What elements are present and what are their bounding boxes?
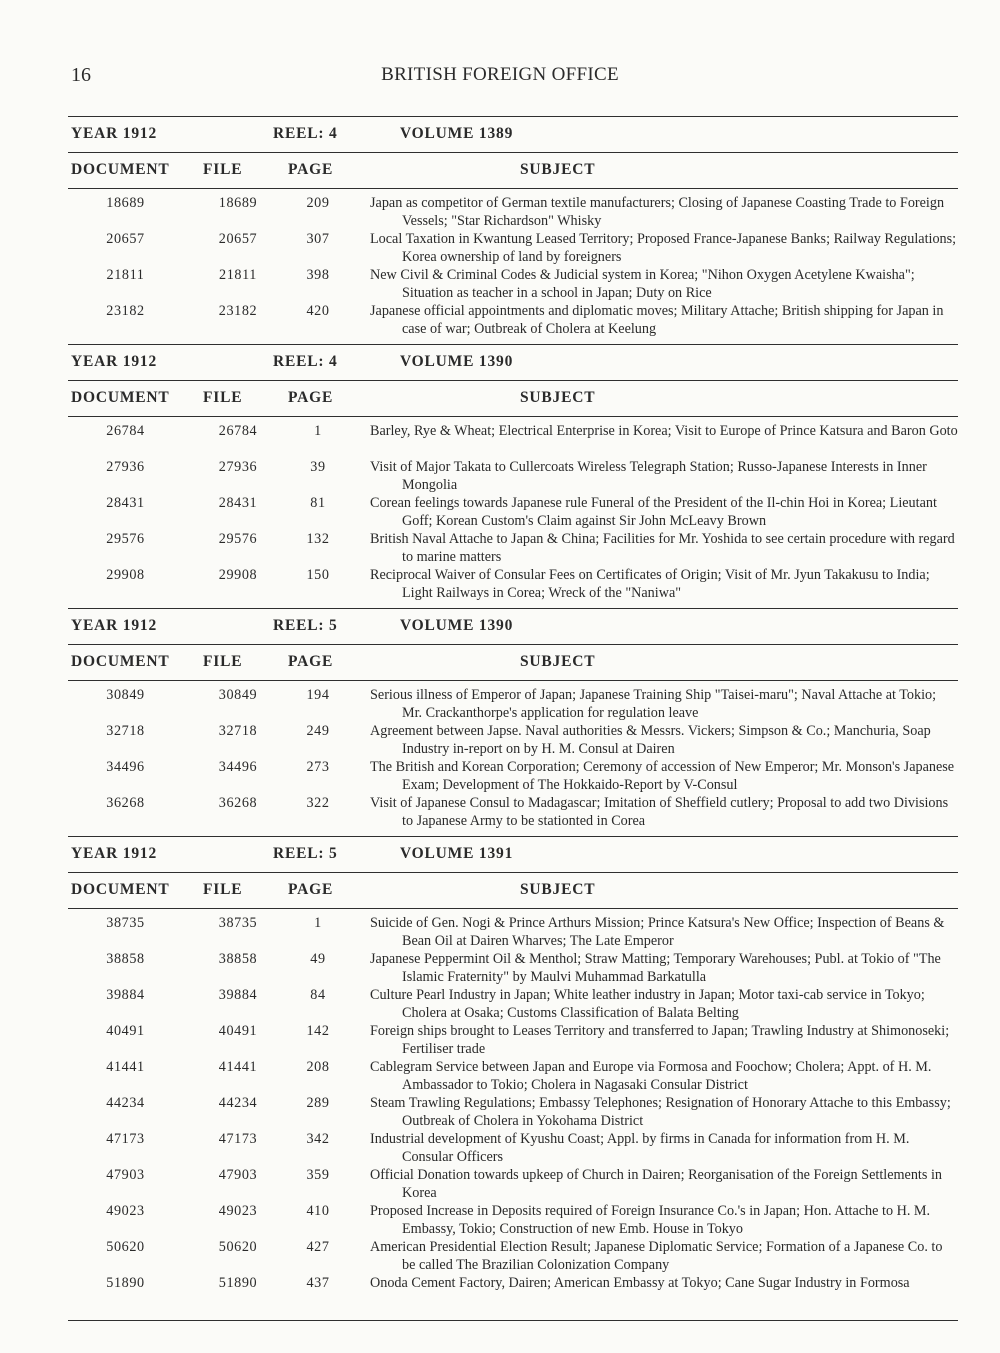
section-year: YEAR 1912: [71, 845, 157, 862]
table-row: [68, 1094, 958, 1130]
table-row: [68, 566, 958, 602]
document-number: 20657: [106, 231, 145, 247]
entry-list: [68, 189, 958, 344]
column-header-page: PAGE: [288, 389, 334, 406]
document-number: 34496: [106, 759, 145, 775]
document-number: 26784: [106, 423, 145, 439]
document-number: 38735: [106, 915, 145, 931]
document-number: 30849: [106, 687, 145, 703]
reel-section: [68, 836, 958, 1316]
table-row: [68, 1238, 958, 1274]
column-header-subject: SUBJECT: [520, 389, 596, 406]
file-number: 28431: [218, 495, 258, 511]
file-number: 18689: [218, 195, 258, 211]
table-row: [68, 722, 958, 758]
file-number: 36268: [218, 795, 258, 811]
page-number-cell: 410: [306, 1203, 330, 1219]
document-number: 44234: [106, 1095, 145, 1111]
subject-text: Cablegram Service between Japan and Europe via Formosa and Foochow; Cholera; Appt. of H. M. Ambassador to Tokio; Cholera in Nagasaki Consular District: [370, 1059, 932, 1093]
page-number-cell: 249: [306, 723, 330, 739]
page-number-cell: 322: [306, 795, 330, 811]
page-title: BRITISH FOREIGN OFFICE: [381, 64, 619, 85]
document-number: 41441: [106, 1059, 145, 1075]
file-number: 51890: [218, 1275, 258, 1291]
page-number-cell: 208: [306, 1059, 330, 1075]
document-number: 49023: [106, 1203, 145, 1219]
table-row: [68, 302, 958, 338]
table-row: [68, 1058, 958, 1094]
section-volume: VOLUME 1390: [400, 617, 514, 634]
document-number: 47903: [106, 1167, 145, 1183]
reel-section: [68, 344, 958, 608]
column-header-row: [68, 381, 958, 416]
section-heading: [68, 837, 958, 872]
document-number: 50620: [106, 1239, 145, 1255]
document-number: 40491: [106, 1023, 145, 1039]
column-header-subject: SUBJECT: [520, 161, 596, 178]
section-heading: [68, 609, 958, 644]
file-number: 29908: [218, 567, 258, 583]
document-number: 21811: [106, 267, 145, 283]
document-number: 29908: [106, 567, 145, 583]
section-year: YEAR 1912: [71, 617, 157, 634]
document-number: 27936: [106, 459, 145, 475]
file-number: 44234: [218, 1095, 258, 1111]
subject-text: Visit of Major Takata to Cullercoats Wireless Telegraph Station; Russo-Japanese Interests in Inner Mongolia: [370, 459, 927, 493]
document-number: 36268: [106, 795, 145, 811]
section-year: YEAR 1912: [71, 125, 157, 142]
file-number: 38858: [218, 951, 258, 967]
page-number-cell: 398: [306, 267, 330, 283]
file-number: 50620: [218, 1239, 258, 1255]
page-number-cell: 209: [306, 195, 330, 211]
document-number: 47173: [106, 1131, 145, 1147]
table-row: [68, 230, 958, 266]
column-header-file: FILE: [203, 389, 243, 406]
page-number-cell: 194: [306, 687, 330, 703]
section-volume: VOLUME 1389: [400, 125, 514, 142]
file-number: 30849: [218, 687, 258, 703]
table-row: [68, 530, 958, 566]
file-number: 34496: [218, 759, 258, 775]
file-number: 40491: [218, 1023, 258, 1039]
page-number-cell: 342: [306, 1131, 330, 1147]
page-number-cell: 289: [306, 1095, 330, 1111]
document-number: 18689: [106, 195, 145, 211]
column-header-row: [68, 645, 958, 680]
subject-text: Visit of Japanese Consul to Madagascar; Imitation of Sheffield cutlery; Proposal to add two Divisions to Japanese Army to be stationted in Corea: [370, 795, 949, 829]
column-header-subject: SUBJECT: [520, 881, 596, 898]
file-number: 32718: [218, 723, 258, 739]
entry-list: [68, 417, 958, 608]
column-header-file: FILE: [203, 653, 243, 670]
table-row: [68, 194, 958, 230]
file-number: 21811: [219, 267, 257, 283]
page-number-cell: 49: [310, 951, 326, 967]
table-row: [68, 758, 958, 794]
entry-list: [68, 681, 958, 836]
table-row: [68, 1130, 958, 1166]
page-number-cell: 427: [306, 1239, 330, 1255]
section-reel: REEL: 4: [273, 353, 338, 370]
file-number: 26784: [218, 423, 258, 439]
page-number-cell: 132: [306, 531, 330, 547]
column-header-subject: SUBJECT: [520, 653, 596, 670]
file-number: 49023: [218, 1203, 258, 1219]
column-header-row: [68, 873, 958, 908]
file-number: 20657: [218, 231, 258, 247]
file-number: 47903: [218, 1167, 258, 1183]
column-header-document: DOCUMENT: [71, 161, 170, 178]
table-row: [68, 494, 958, 530]
file-number: 29576: [218, 531, 258, 547]
section-reel: REEL: 5: [273, 617, 338, 634]
column-header-page: PAGE: [288, 881, 334, 898]
column-header-document: DOCUMENT: [71, 389, 170, 406]
table-row: [68, 794, 958, 830]
subject-text: Suicide of Gen. Nogi & Prince Arthurs Mission; Prince Katsura's New Office; Inspection of Beans & Bean Oil at Dairen Wharves; The Late Emperor: [370, 915, 945, 949]
subject-text: Japanese Peppermint Oil & Menthol; Straw Matting; Temporary Warehouses; Publ. at Tokio of "The Islamic Fraternity" by Maulvi Muhammad Barkatulla: [370, 951, 941, 985]
document-number: 38858: [106, 951, 145, 967]
section-volume: VOLUME 1391: [400, 845, 514, 862]
page-number-cell: 81: [310, 495, 326, 511]
index-table: [68, 116, 958, 1321]
page-number-cell: 39: [310, 459, 326, 475]
page-number-cell: 420: [306, 303, 330, 319]
subject-text: Official Donation towards upkeep of Church in Dairen; Reorganisation of the Foreign Settlements in Korea: [370, 1167, 942, 1201]
file-number: 47173: [218, 1131, 258, 1147]
section-heading: [68, 345, 958, 380]
subject-text: Barley, Rye & Wheat; Electrical Enterprise in Korea; Visit to Europe of Prince Katsura and Baron Goto: [370, 423, 958, 439]
table-row: [68, 266, 958, 302]
section-reel: REEL: 5: [273, 845, 338, 862]
subject-text: Corean feelings towards Japanese rule Funeral of the President of the Il-chin Hoi in Korea; Lieutant Goff; Korean Custom's Claim against Sir John McLeavy Brown: [370, 495, 937, 529]
page-number: 16: [71, 64, 91, 86]
page-number-cell: 84: [310, 987, 326, 1003]
page-number-cell: 307: [306, 231, 330, 247]
entry-list: [68, 909, 958, 1316]
subject-text: Onoda Cement Factory, Dairen; American Embassy at Tokyo; Cane Sugar Industry in Formosa: [370, 1275, 910, 1291]
table-row: [68, 914, 958, 950]
table-row: [68, 1202, 958, 1238]
file-number: 23182: [218, 303, 258, 319]
page-number-cell: 273: [306, 759, 330, 775]
subject-text: Serious illness of Emperor of Japan; Japanese Training Ship "Taisei-maru"; Naval Attache at Tokio; Mr. Crackanthorpe's application for regulation leave: [370, 687, 937, 721]
page-number-cell: 1: [314, 423, 322, 439]
table-row: [68, 1274, 958, 1310]
column-header-page: PAGE: [288, 653, 334, 670]
reel-section: [68, 116, 958, 344]
subject-text: American Presidential Election Result; Japanese Diplomatic Service; Formation of a Japanese Co. to be called The Brazilian Colonization Company: [370, 1239, 943, 1273]
subject-text: Agreement between Japse. Naval authorities & Messrs. Vickers; Simpson & Co.; Manchuria, Soap Industry in-report on by H. M. Consul at Dairen: [370, 723, 931, 757]
subject-text: Japanese official appointments and diplomatic moves; Military Attache; British shipping for Japan in case of war; Outbreak of Cholera at Keelung: [370, 303, 944, 337]
subject-text: Reciprocal Waiver of Consular Fees on Certificates of Origin; Visit of Mr. Jyun Takakusu to India; Light Railways in Corea; Wreck of the "Naniwa": [370, 567, 930, 601]
subject-text: The British and Korean Corporation; Ceremony of accession of New Emperor; Mr. Monson's Japanese Exam; Development of The Hokkaido-Report by V-Consul: [370, 759, 955, 793]
page-number-cell: 437: [306, 1275, 330, 1291]
page-number-cell: 150: [306, 567, 330, 583]
column-header-file: FILE: [203, 161, 243, 178]
subject-text: Local Taxation in Kwantung Leased Territory; Proposed France-Japanese Banks; Railway Regulations; Korea ownership of land by foreigners: [370, 231, 957, 265]
section-volume: VOLUME 1390: [400, 353, 514, 370]
subject-text: Proposed Increase in Deposits required of Foreign Insurance Co.'s in Japan; Hon. Attache to H. M. Embassy, Tokio; Construction of new Emb. House in Tokyo: [370, 1203, 931, 1237]
section-reel: REEL: 4: [273, 125, 338, 142]
table-row: [68, 1166, 958, 1202]
table-row: [68, 986, 958, 1022]
column-header-document: DOCUMENT: [71, 653, 170, 670]
table-row: [68, 950, 958, 986]
document-number: 28431: [106, 495, 145, 511]
file-number: 27936: [218, 459, 258, 475]
section-year: YEAR 1912: [71, 353, 157, 370]
table-end-rule: [68, 1320, 958, 1321]
table-row: [68, 422, 958, 458]
document-number: 51890: [106, 1275, 145, 1291]
document-number: 29576: [106, 531, 145, 547]
document-number: 32718: [106, 723, 145, 739]
subject-text: Japan as competitor of German textile manufacturers; Closing of Japanese Coasting Trade to Foreign Vessels; "Star Richardson" Whisky: [370, 195, 945, 229]
column-header-page: PAGE: [288, 161, 334, 178]
subject-text: Culture Pearl Industry in Japan; White leather industry in Japan; Motor taxi-cab service in Tokyo; Cholera at Osaka; Customs Classification of Balata Belting: [370, 987, 925, 1021]
subject-text: New Civil & Criminal Codes & Judicial system in Korea; "Nihon Oxygen Acetylene Kwaisha"; Situation as teacher in a school in Japan; Duty on Rice: [370, 267, 915, 301]
reel-section: [68, 608, 958, 836]
table-row: [68, 686, 958, 722]
column-header-file: FILE: [203, 881, 243, 898]
subject-text: British Naval Attache to Japan & China; Facilities for Mr. Yoshida to see certain procedure with regard to marine matters: [370, 531, 955, 565]
column-header-document: DOCUMENT: [71, 881, 170, 898]
page-number-cell: 142: [306, 1023, 330, 1039]
document-number: 23182: [106, 303, 145, 319]
file-number: 38735: [218, 915, 258, 931]
section-heading: [68, 117, 958, 152]
table-row: [68, 458, 958, 494]
column-header-row: [68, 153, 958, 188]
subject-text: Foreign ships brought to Leases Territory and transferred to Japan; Trawling Industry at Shimonoseki; Fertiliser trade: [370, 1023, 950, 1057]
document-number: 39884: [106, 987, 145, 1003]
table-row: [68, 1022, 958, 1058]
subject-text: Steam Trawling Regulations; Embassy Telephones; Resignation of Honorary Attache to this Embassy; Outbreak of Cholera in Yokohama District: [370, 1095, 951, 1129]
page-number-cell: 1: [314, 915, 322, 931]
subject-text: Industrial development of Kyushu Coast; Appl. by firms in Canada for information from H. M. Consular Officers: [370, 1131, 910, 1165]
file-number: 41441: [218, 1059, 258, 1075]
page-number-cell: 359: [306, 1167, 330, 1183]
file-number: 39884: [218, 987, 258, 1003]
